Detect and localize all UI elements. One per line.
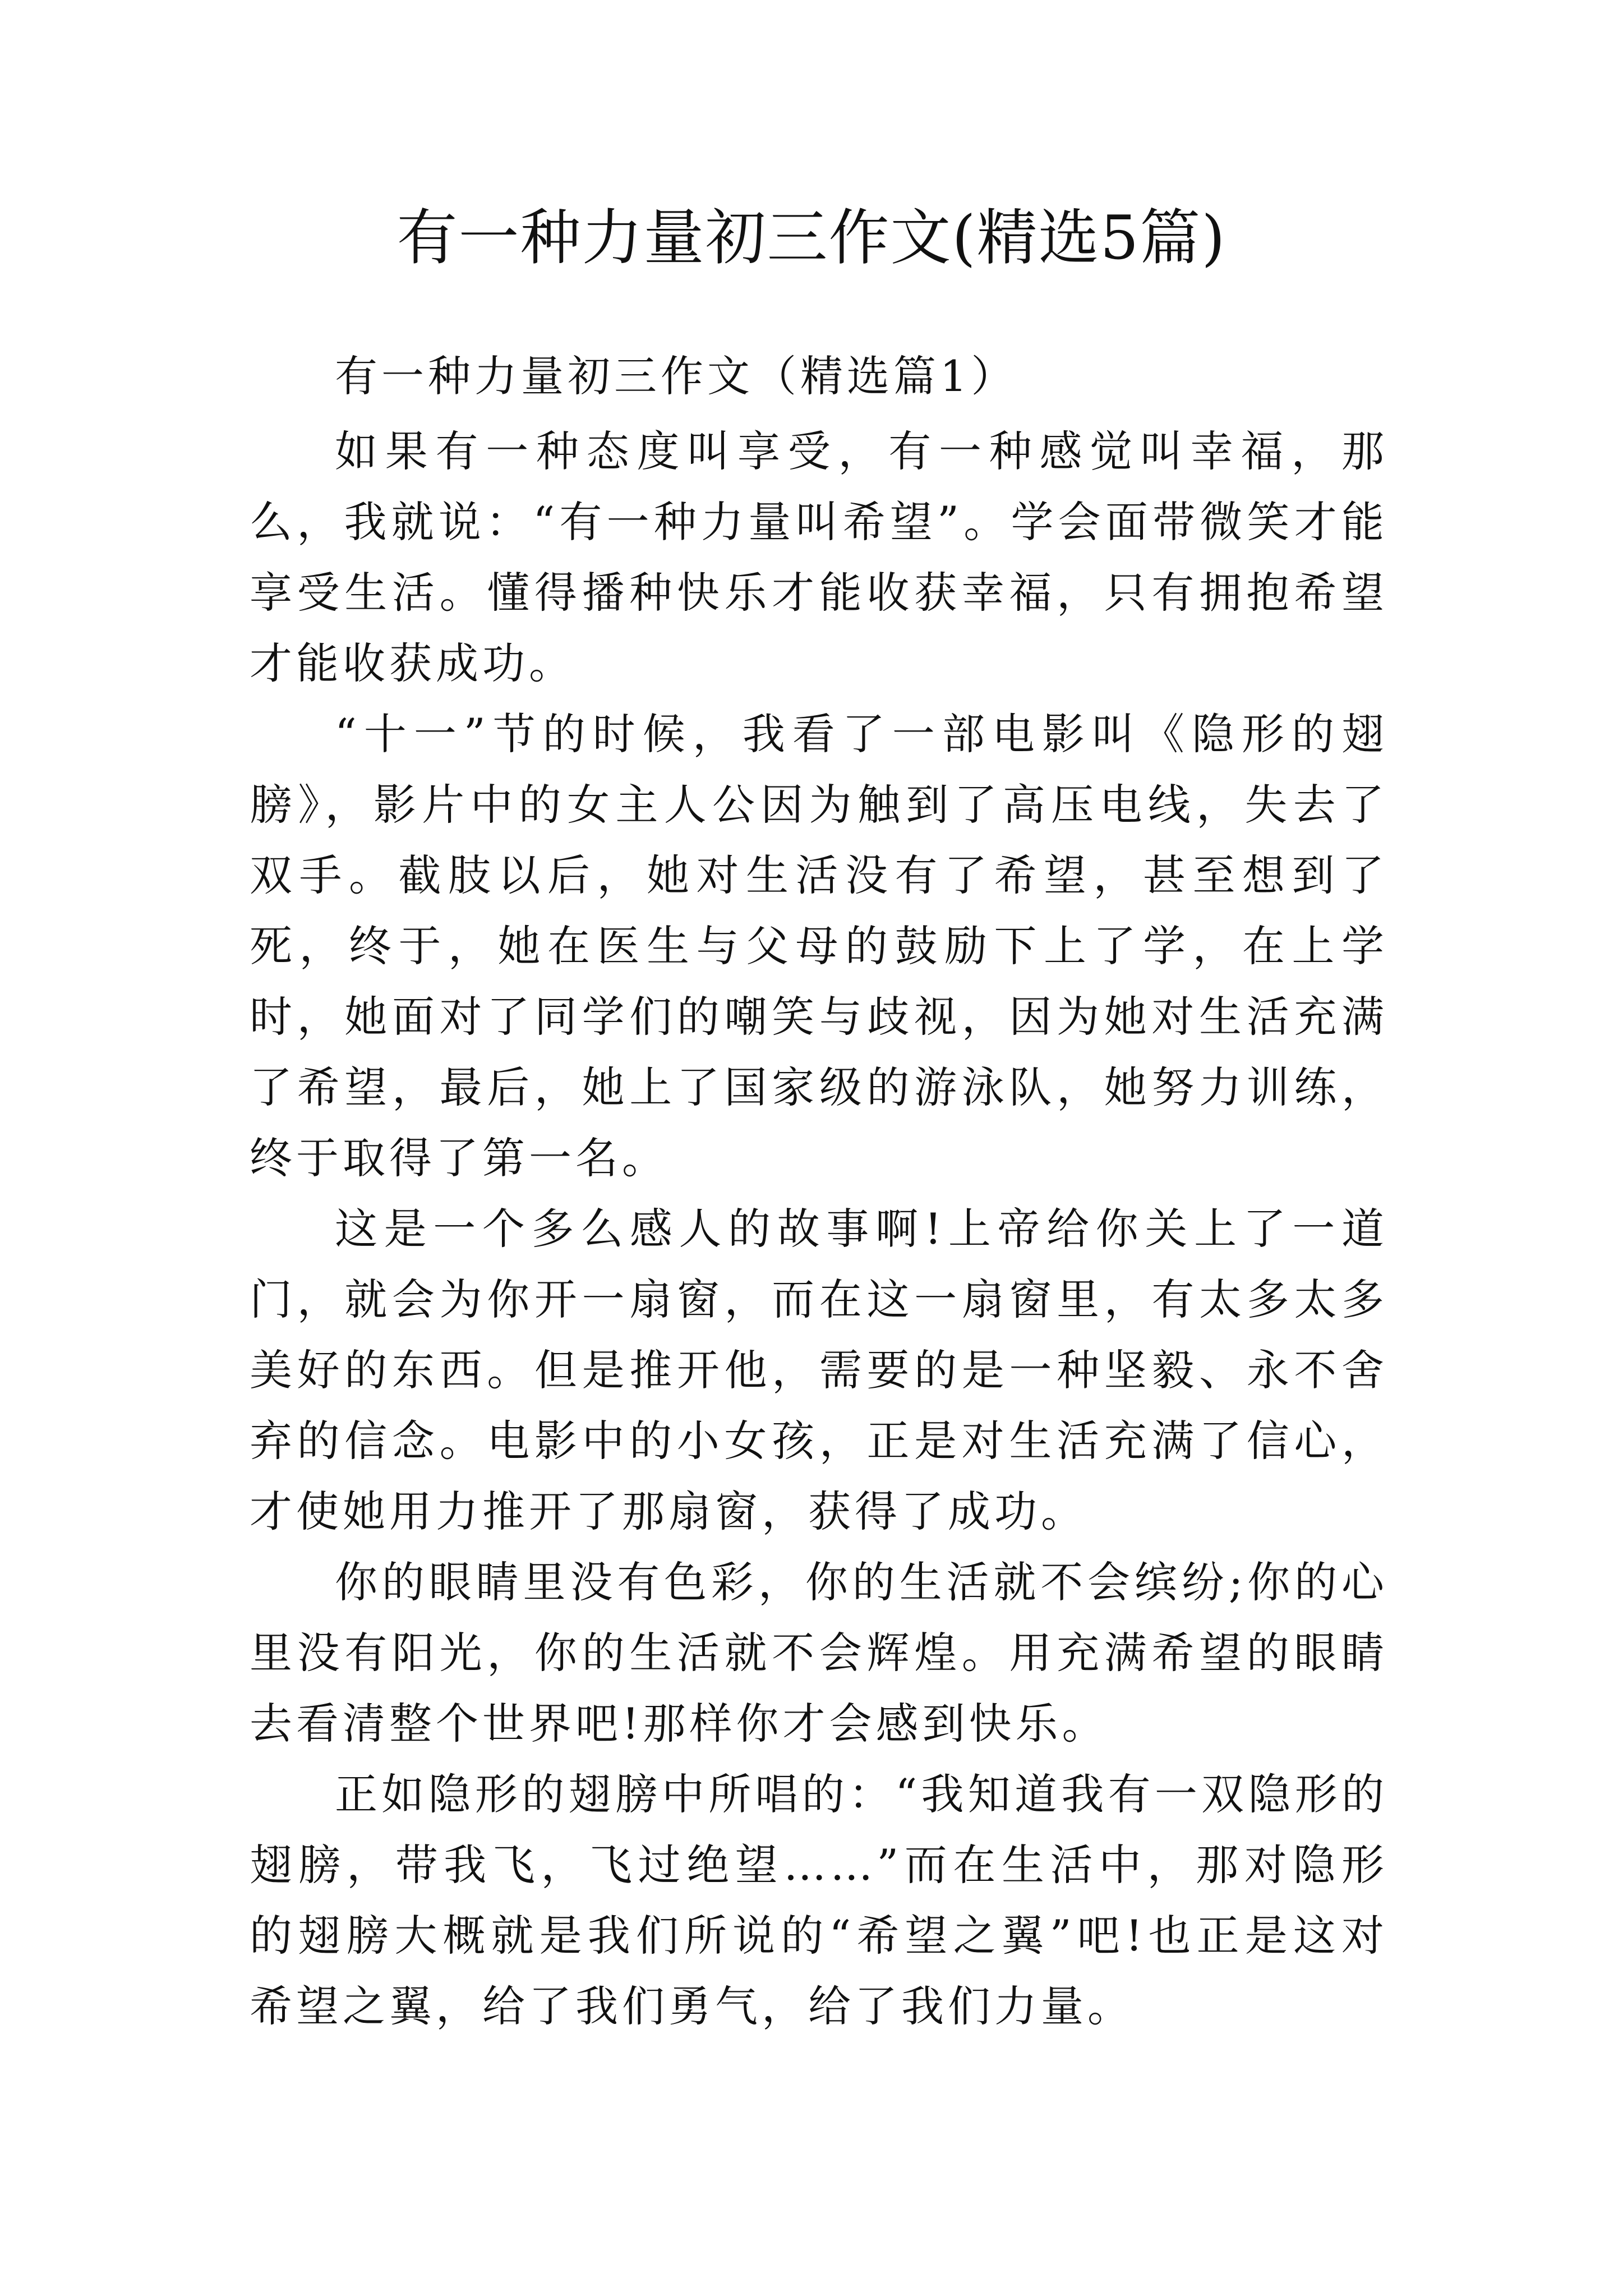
paragraph: 如果有一种态度叫享受，有一种感觉叫幸福，那么，我就说：“有一种力量叫希望”。学会面带微笑才能享受生活。懂得播种快乐才能收获幸福，只有拥抱希望才能收获成功。 [250,426,1388,688]
paragraph: “十一”节的时候，我看了一部电影叫《隐形的翅膀》，影片中的女主人公因为触到了高压电线，失去了双手。截肢以后，她对生活没有了希望，甚至想到了死，终于，她在医生与父母的鼓励下上了学，在上学时，她面对了同学们的嘲笑与歧视，因为她对生活充满了希望，最后，她上了国家级的游泳队，她努力训练，终于取得了第一名。 [250,709,1388,1183]
essay-body [250,341,1388,2042]
paragraph: 正如隐形的翅膀中所唱的：“我知道我有一双隐形的翅膀，带我飞，飞过绝望……”而在生活中，那对隐形的翅膀大概就是我们所说的“希望之翼”吧!也正是这对希望之翼，给了我们勇气，给了我们力量。 [250,1769,1388,2031]
paragraph: 你的眼睛里没有色彩，你的生活就不会缤纷;你的心里没有阳光，你的生活就不会辉煌。用充满希望的眼睛去看清整个世界吧!那样你才会感到快乐。 [250,1557,1388,1749]
paragraph: 这是一个多么感人的故事啊!上帝给你关上了一道门，就会为你开一扇窗，而在这一扇窗里，有太多太多美好的东西。但是推开他，需要的是一种坚毅、永不舍弃的信念。电影中的小女孩，正是对生活充满了信心，才使她用力推开了那扇窗，获得了成功。 [250,1204,1388,1536]
document-title: 有一种力量初三作文(精选5篇) [396,203,1227,273]
section-heading: 有一种力量初三作文（精选篇1） [335,351,1018,401]
